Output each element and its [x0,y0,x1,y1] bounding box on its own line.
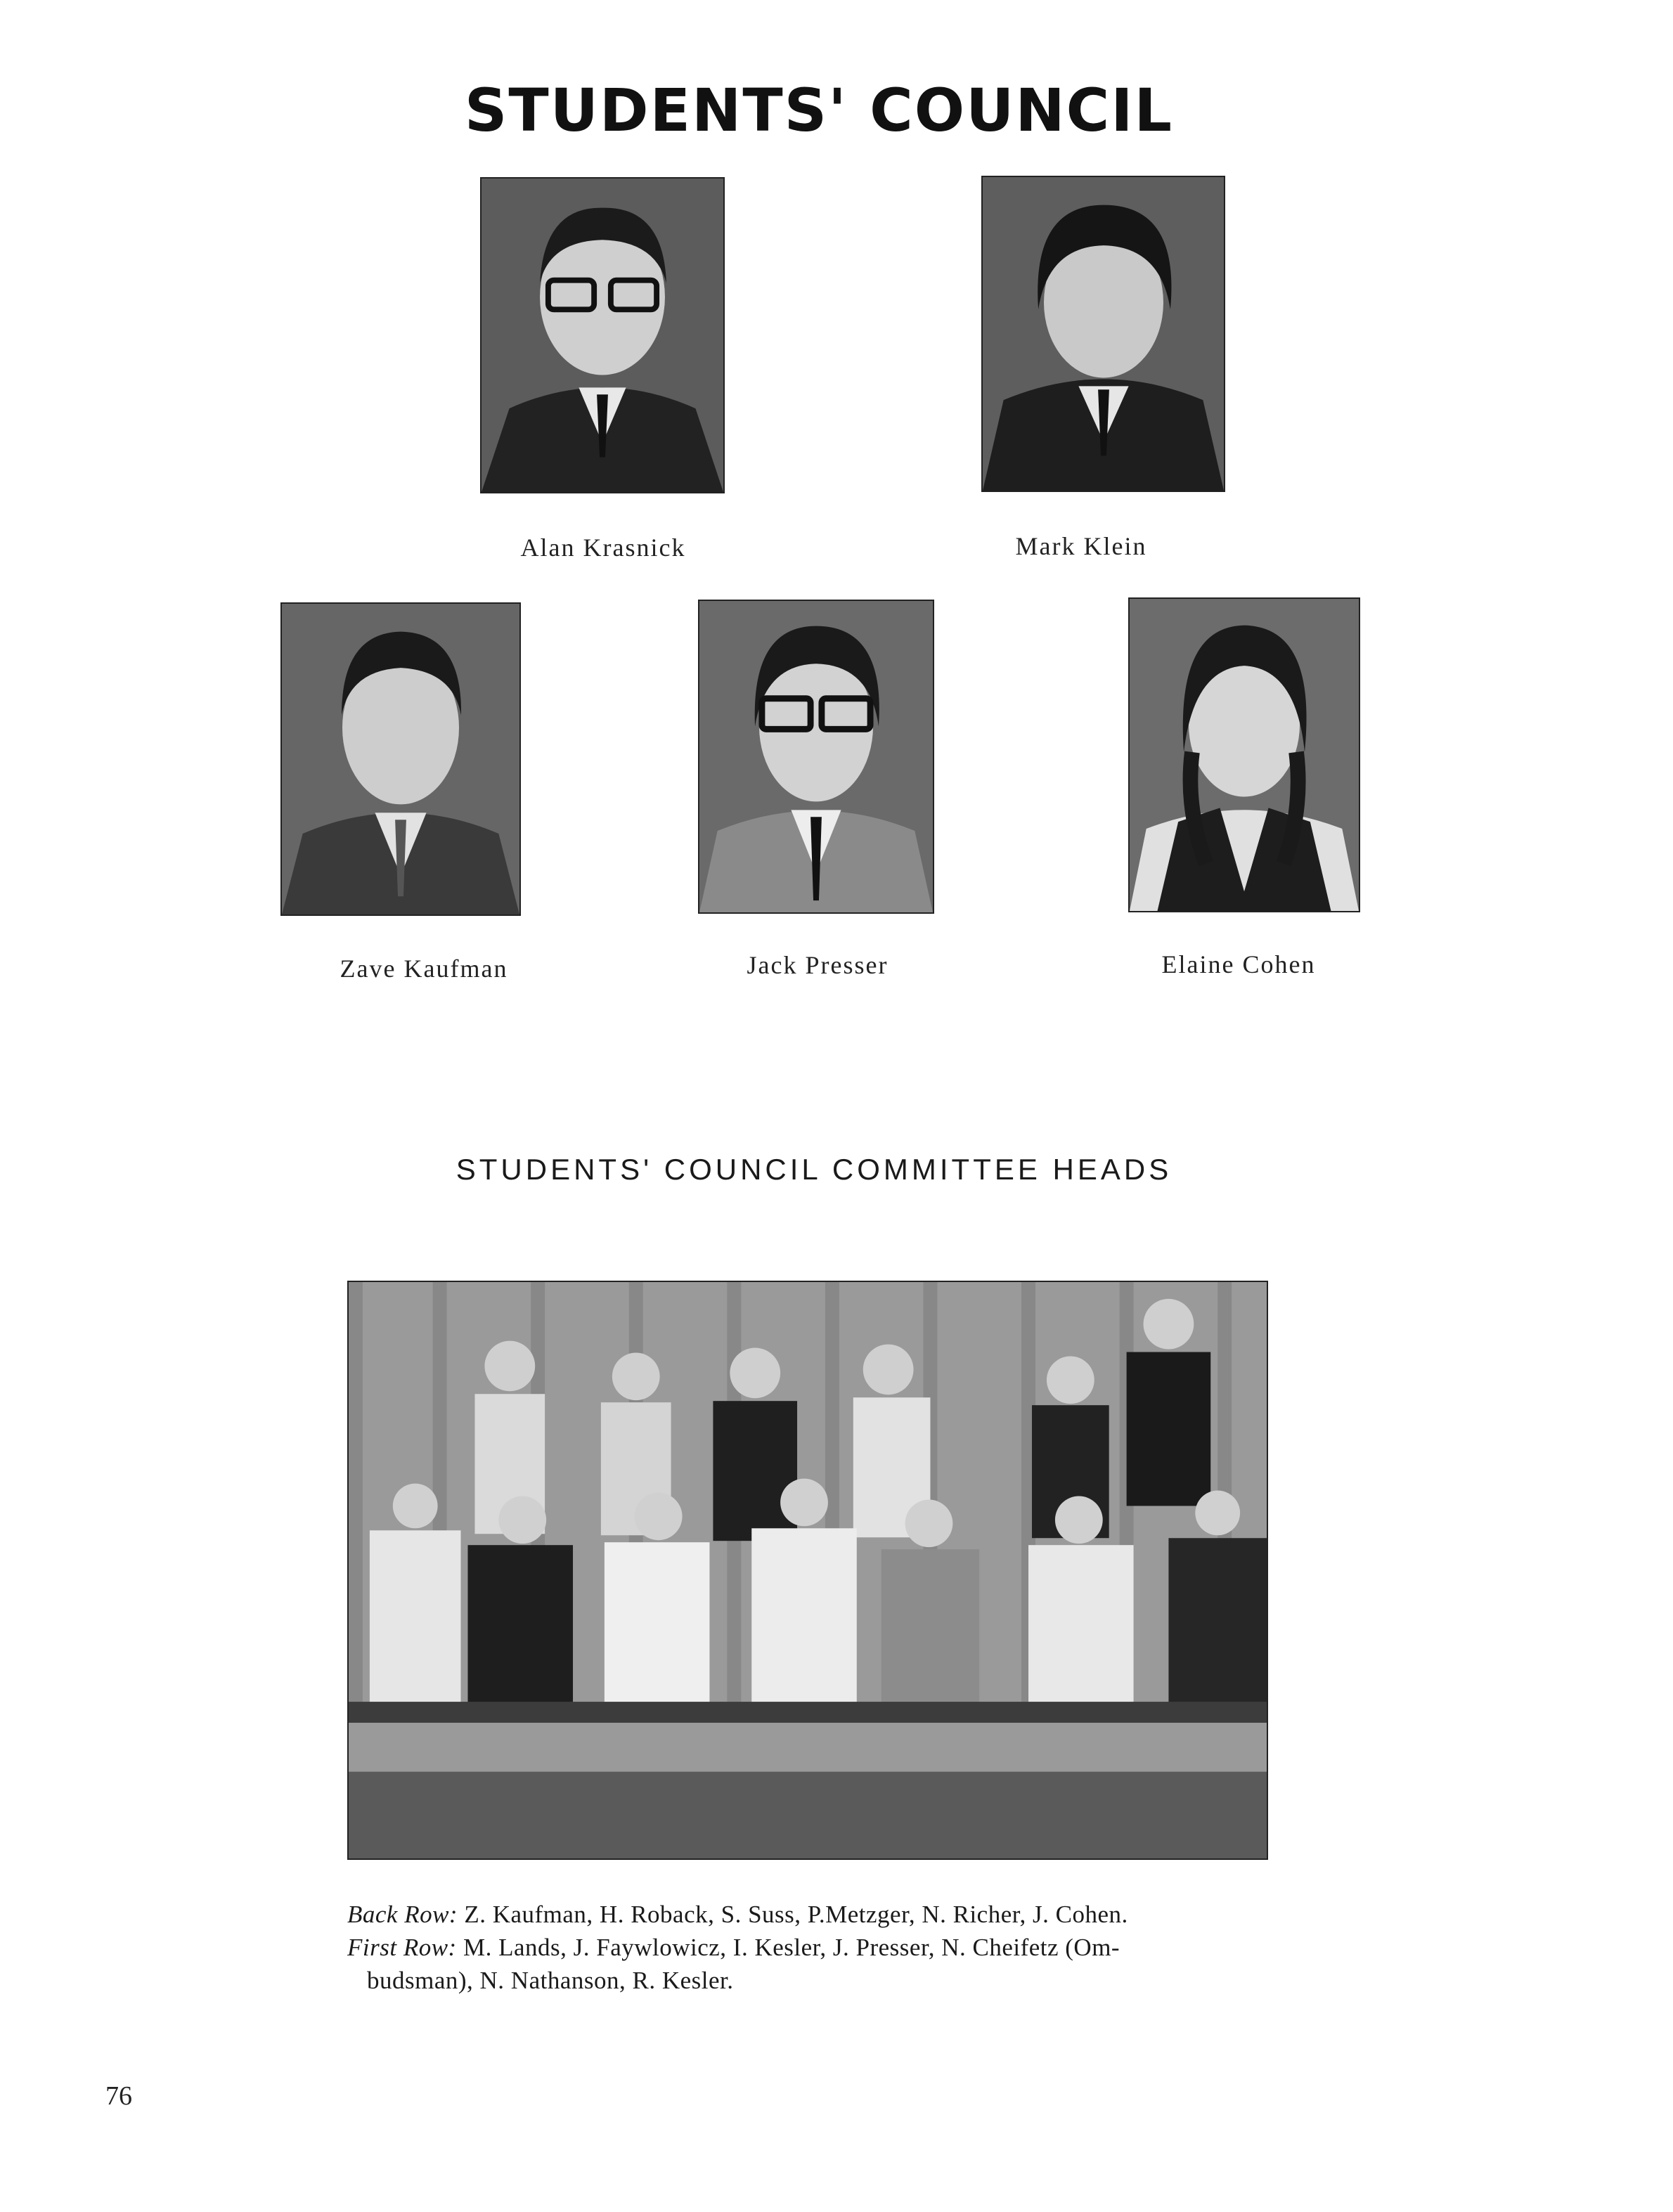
first-row-caption [347,1931,1282,1964]
portrait-photo-alan-krasnick [480,177,725,493]
back-row-label: Back Row: [347,1901,458,1928]
officer-name-caption: Alan Krasnick [520,533,686,562]
portrait-photo-jack-presser [698,600,934,914]
group-photo-caption [347,1898,1282,1997]
page-number: 76 [105,2081,132,2111]
back-row-names: Z. Kaufman, H. Roback, S. Suss, P.Metzger, N. Richer, J. Cohen. [458,1901,1128,1928]
officer-name-caption: Jack Presser [747,951,889,979]
first-row-names: M. Lands, J. Faywlowicz, I. Kesler, J. Presser, N. Cheifetz (Om- [456,1934,1120,1961]
portrait-photo-elaine-cohen [1128,597,1360,912]
officer-name-caption: Elaine Cohen [1161,950,1316,978]
officer-name-caption: Zave Kaufman [340,955,508,983]
portrait-photo-mark-klein [981,176,1225,492]
first-row-label: First Row: [347,1934,457,1961]
page-title: STUDENTS' COUNCIL [464,76,1174,145]
section-heading: STUDENTS' COUNCIL COMMITTEE HEADS [456,1153,1173,1186]
group-photo [347,1281,1268,1860]
portrait-photo-zave-kaufman [280,602,521,916]
back-row-caption [347,1898,1282,1931]
officer-name-caption: Mark Klein [1015,532,1147,560]
first-row-caption-continued: budsman), N. Nathanson, R. Kesler. [367,1967,734,1994]
